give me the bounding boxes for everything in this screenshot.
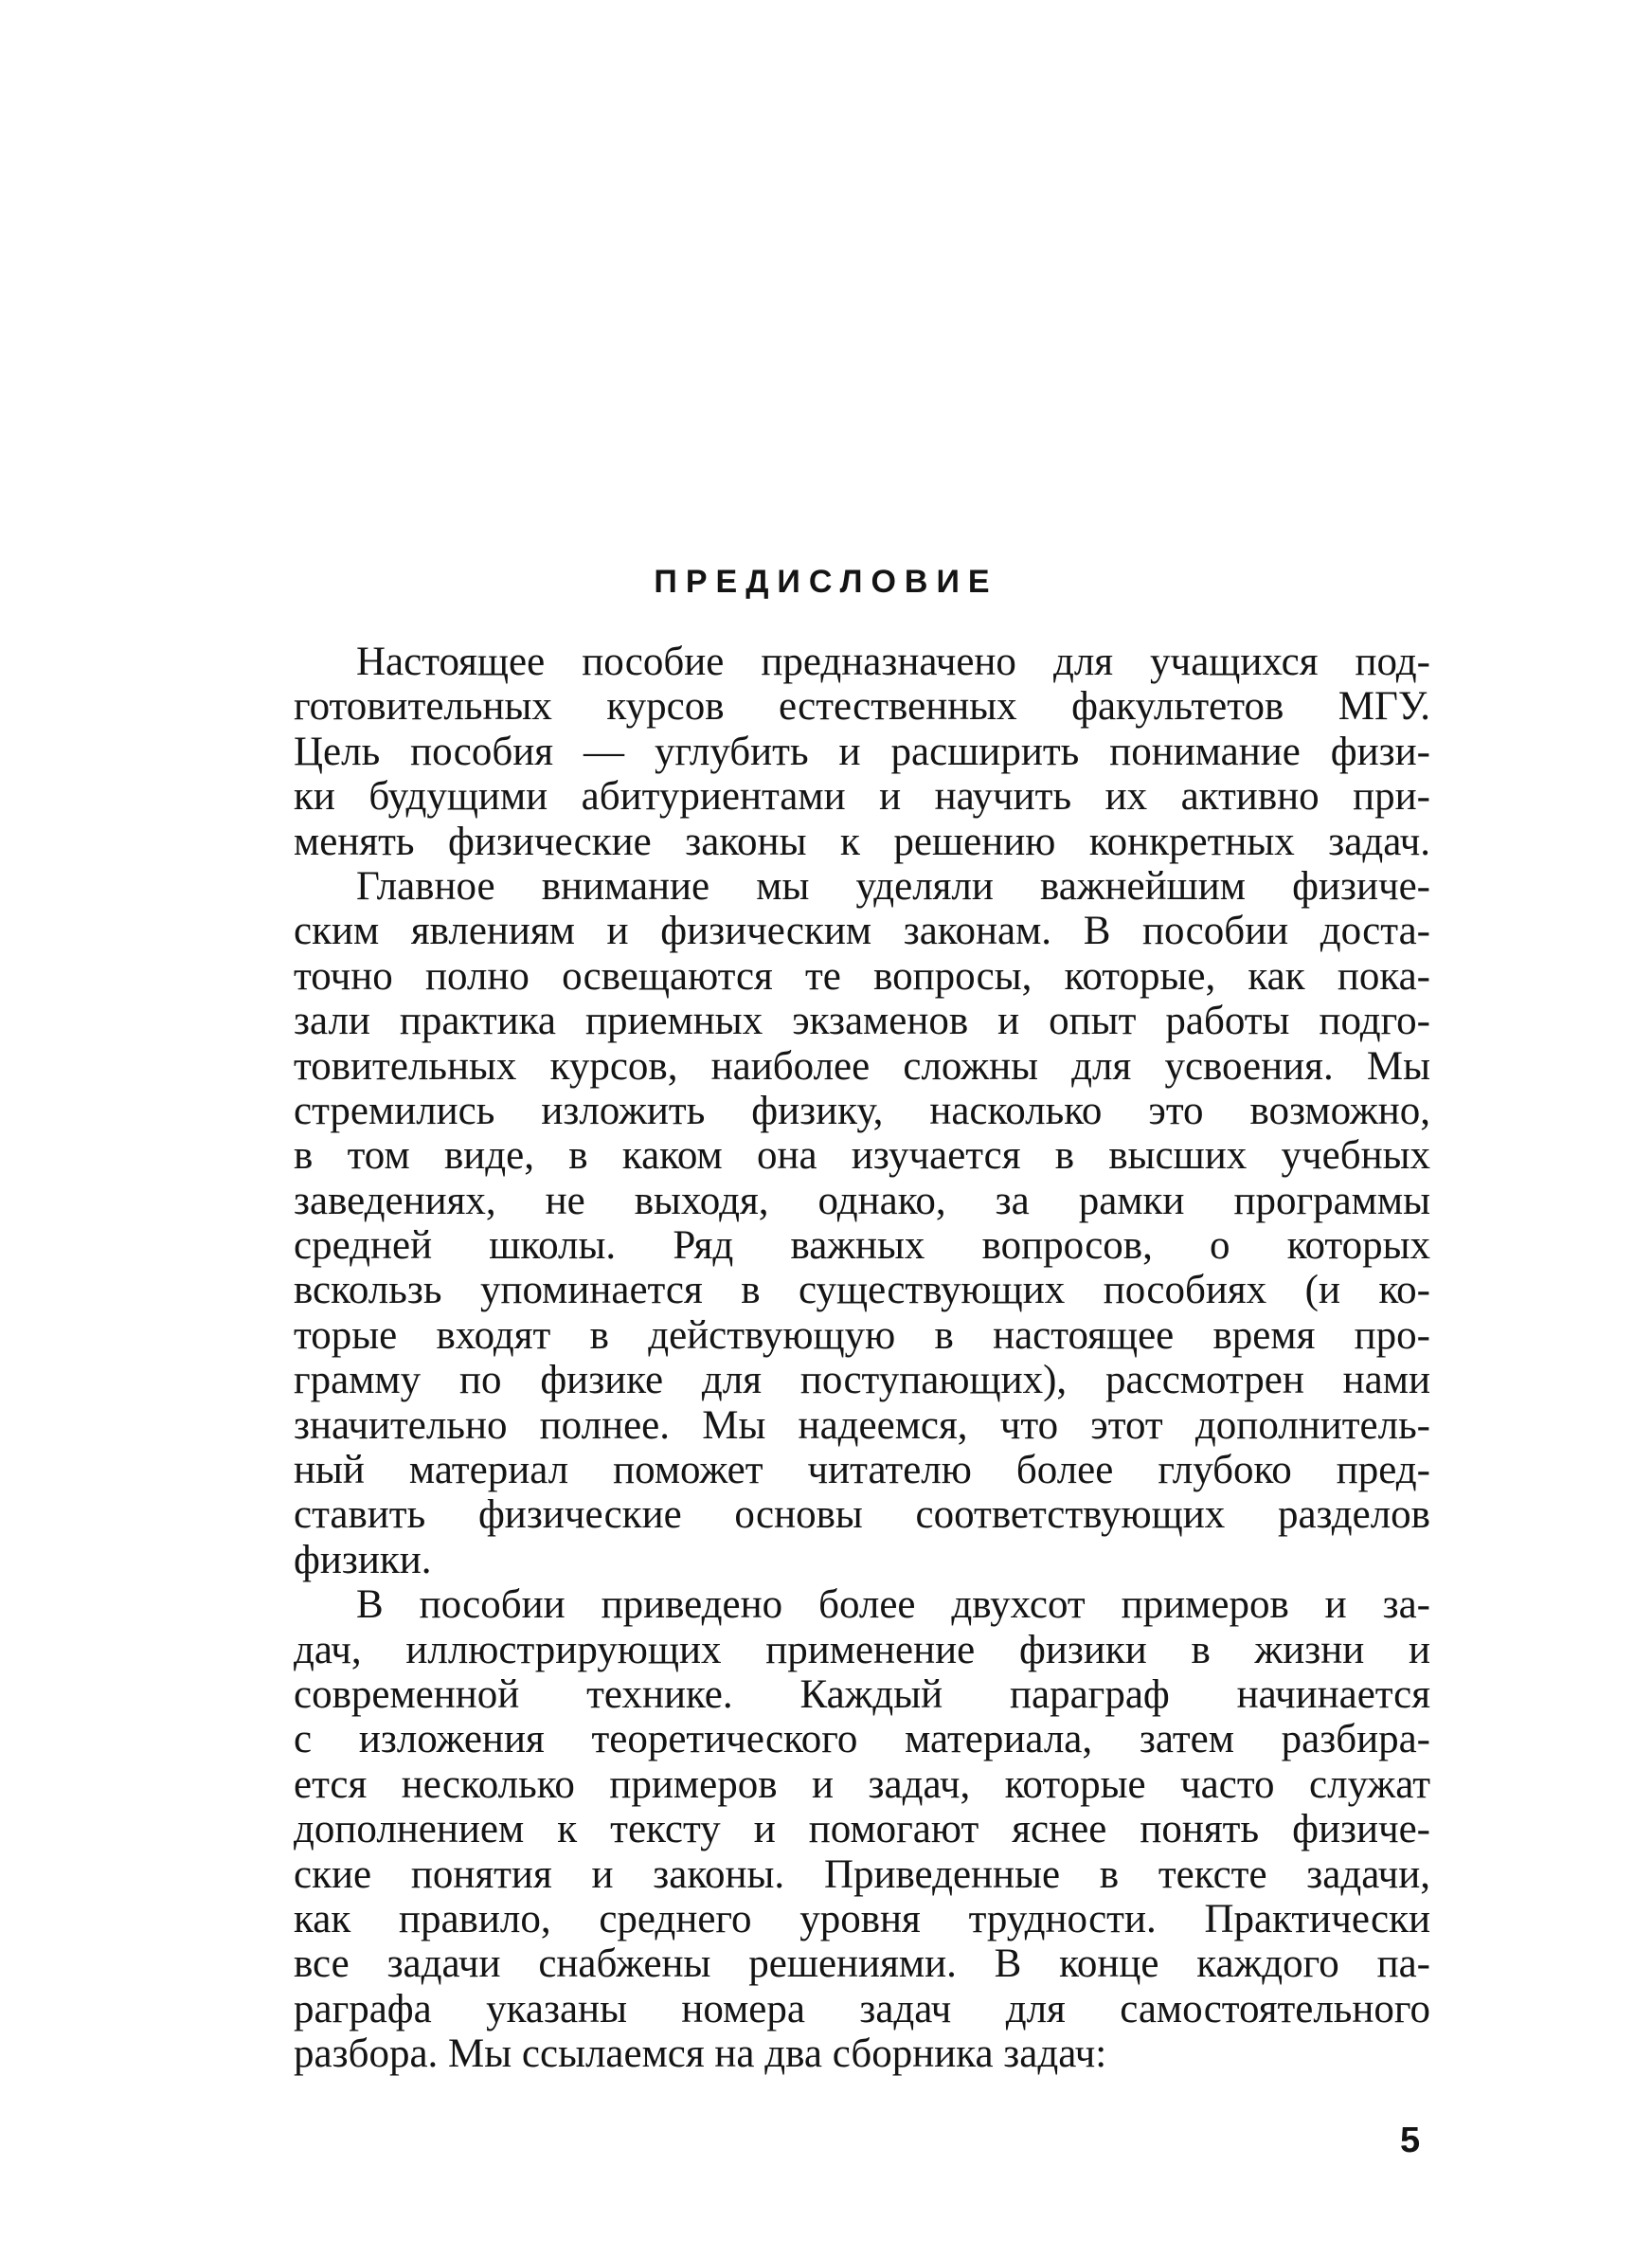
text-line: ный материал поможет читателю более глубоко пред- xyxy=(294,1448,1430,1493)
text-line: как правило, среднего уровня трудности. Практически xyxy=(294,1896,1430,1941)
text-line: В пособии приведено более двухсот примеров и за- xyxy=(356,1582,1430,1628)
text-line: стремились изложить физику, насколько это возможно, xyxy=(294,1088,1430,1133)
text-line: дополнением к тексту и помогают яснее понять физиче- xyxy=(294,1807,1430,1852)
text-line: готовительных курсов естественных факультетов МГУ. xyxy=(294,684,1430,730)
text-line: Главное внимание мы уделяли важнейшим физиче- xyxy=(356,863,1430,909)
text-line: торые входят в действующую в настоящее время про- xyxy=(294,1312,1430,1358)
page-number: 5 xyxy=(1400,2121,1421,2160)
text-line: Цель пособия — углубить и расширить понимание физи- xyxy=(294,729,1430,774)
text-line: ским явлениям и физическим законам. В пособии доста- xyxy=(294,909,1430,954)
paragraph-2 xyxy=(294,864,1430,1582)
body-text xyxy=(294,640,1430,2077)
text-line: раграфа указаны номера задач для самостоятельного xyxy=(294,1986,1430,2031)
text-line: менять физические законы к решению конкретных задач. xyxy=(294,819,1430,864)
page-heading: ПРЕДИСЛОВИЕ xyxy=(654,564,998,600)
text-line: ки будущими абитуриентами и научить их активно при- xyxy=(294,774,1430,820)
text-line: грамму по физике для поступающих), рассмотрен нами xyxy=(294,1358,1430,1403)
text-line: с изложения теоретического материала, затем разбира- xyxy=(294,1717,1430,1762)
text-line: дач, иллюстрирующих применение физики в жизни и xyxy=(294,1627,1430,1672)
text-line: зали практика приемных экзаменов и опыт работы подго- xyxy=(294,999,1430,1044)
text-line: заведениях, не выходя, однако, за рамки программы xyxy=(294,1178,1430,1223)
text-line: ставить физические основы соответствующих разделов xyxy=(294,1492,1430,1538)
text-line: современной технике. Каждый параграф начинается xyxy=(294,1671,1430,1717)
text-line: товительных курсов, наиболее сложны для усвоения. Мы xyxy=(294,1043,1430,1089)
text-line: физики. xyxy=(294,1537,432,1582)
text-line: все задачи снабжены решениями. В конце каждого па- xyxy=(294,1941,1430,1987)
text-line: ется несколько примеров и задач, которые часто служат xyxy=(294,1761,1430,1807)
text-line: точно полно освещаются те вопросы, которые, как пока- xyxy=(294,953,1430,999)
text-line: значительно полнее. Мы надеемся, что этот дополнитель- xyxy=(294,1402,1430,1448)
text-line: ские понятия и законы. Приведенные в тексте задачи, xyxy=(294,1851,1430,1897)
paragraph-1 xyxy=(294,640,1430,864)
text-line: средней школы. Ряд важных вопросов, о которых xyxy=(294,1223,1430,1269)
text-line: разбора. Мы ссылаемся на два сборника задач: xyxy=(294,2031,1107,2077)
text-line: Настоящее пособие предназначено для учащихся под- xyxy=(356,640,1430,684)
text-line: в том виде, в каком она изучается в высших учебных xyxy=(294,1133,1430,1179)
text-line: вскользь упоминается в существующих пособиях (и ко- xyxy=(294,1268,1430,1313)
paragraph-3 xyxy=(294,1582,1430,2076)
